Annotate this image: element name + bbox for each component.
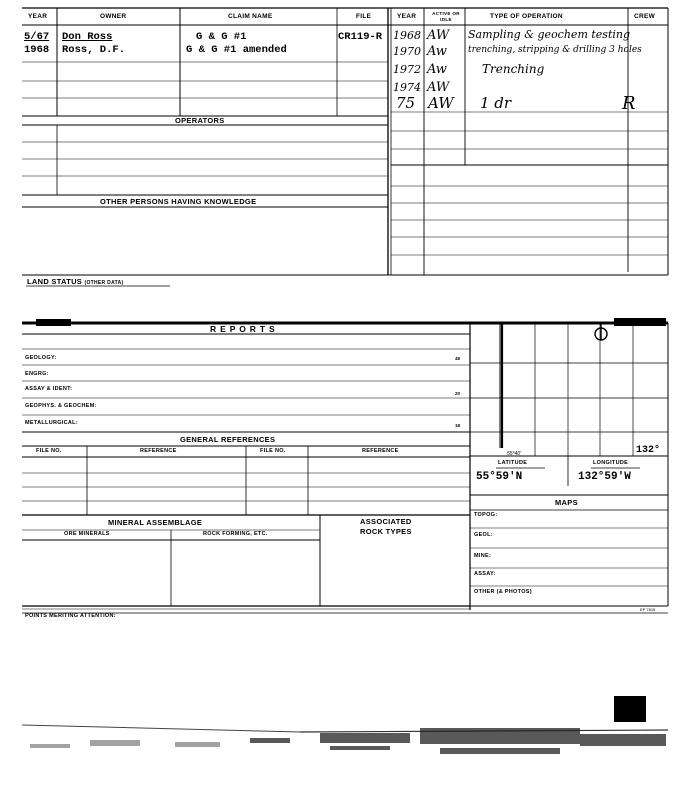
header-crew: CREW: [634, 13, 656, 20]
owner-name: Don Ross: [62, 31, 113, 43]
operation-type: Sampling & geochem testing: [468, 28, 631, 41]
latitude-value: 55°59'N: [476, 471, 523, 483]
header-year: YEAR: [28, 13, 48, 20]
latitude-label: LATITUDE: [498, 460, 528, 466]
operation-type: Trenching: [482, 62, 545, 76]
rock-types-heading: ROCK TYPES: [360, 527, 412, 536]
report-number: 20: [455, 391, 461, 396]
grid-latitude-mark: 55°40': [507, 451, 522, 457]
map-row-label: MINE:: [474, 553, 492, 559]
file-number: CR119-R: [338, 31, 383, 43]
ore-minerals-label: ORE MINERALS: [64, 531, 110, 537]
report-label: ASSAY & IDENT:: [25, 386, 73, 392]
claim-name: G & G #1 amended: [186, 44, 287, 56]
grid-longitude-mark: 132°: [636, 445, 661, 456]
header-year-2: YEAR: [397, 13, 417, 20]
header-claim-name: CLAIM NAME: [228, 13, 273, 20]
operation-year: 1970: [393, 45, 421, 58]
reports-heading: R E P O R T S: [210, 324, 276, 334]
operation-status: AW: [427, 80, 450, 95]
report-number: 18: [455, 423, 461, 428]
operation-year: 1968: [393, 29, 421, 42]
report-number: 48: [455, 356, 461, 361]
operators-heading: OPERATORS: [175, 116, 225, 125]
ref-file-no-2: FILE NO.: [260, 448, 286, 454]
report-label: ENGRG:: [25, 371, 49, 377]
report-label: METALLURGICAL:: [25, 420, 78, 426]
mineral-assemblage-heading: MINERAL ASSEMBLAGE: [108, 518, 203, 527]
maps-heading: MAPS: [555, 498, 578, 507]
operation-crew: R: [622, 93, 636, 114]
longitude-label: LONGITUDE: [593, 460, 629, 466]
operation-type: trenching, stripping & drilling 3 holes: [468, 45, 642, 55]
owner-year: 1968: [24, 44, 50, 56]
header-file: FILE: [356, 13, 372, 20]
form-number: EP 7815: [640, 607, 656, 612]
other-persons-heading: OTHER PERSONS HAVING KNOWLEDGE: [100, 197, 257, 206]
header-owner: OWNER: [100, 13, 127, 20]
map-row-label: ASSAY:: [474, 571, 496, 577]
ref-reference-1: REFERENCE: [140, 448, 177, 454]
operation-status: AW: [427, 28, 450, 43]
map-row-label: GEOL:: [474, 532, 493, 538]
operation-type: 1 dr: [480, 94, 512, 112]
operation-year: 75: [396, 94, 416, 112]
longitude-value: 132°59'W: [578, 471, 631, 483]
map-row-label: OTHER (& PHOTOS): [474, 589, 532, 595]
map-row-label: TOPOG:: [474, 512, 498, 518]
header-type-of-operation: TYPE OF OPERATION: [490, 13, 563, 20]
report-label: GEOLOGY:: [25, 355, 57, 361]
claim-name: G & G #1: [196, 31, 247, 43]
operation-year: 1974: [393, 81, 421, 94]
operation-status: Aw: [427, 44, 447, 59]
rock-forming-label: ROCK FORMING, ETC.: [203, 531, 268, 537]
associated-heading: ASSOCIATED: [360, 517, 412, 526]
land-status-label: LAND STATUS: [27, 277, 83, 286]
report-label: GEOPHYS. & GEOCHEM:: [25, 403, 97, 409]
header-active-idle: ACTIVE OR IDLE: [432, 11, 460, 22]
land-status-sublabel: (OTHER DATA): [84, 280, 124, 286]
general-references-heading: GENERAL REFERENCES: [180, 435, 276, 444]
owner-year: 5/67: [24, 31, 50, 43]
operation-year: 1972: [393, 63, 421, 76]
ref-file-no-1: FILE NO.: [36, 448, 62, 454]
points-meriting-heading: POINTS MERITING ATTENTION:: [25, 613, 116, 619]
operation-status: Aw: [427, 62, 447, 77]
land-status-heading: [27, 278, 123, 286]
operation-status: AW: [428, 94, 454, 112]
owner-name: Ross, D.F.: [62, 44, 126, 56]
ref-reference-2: REFERENCE: [362, 448, 399, 454]
